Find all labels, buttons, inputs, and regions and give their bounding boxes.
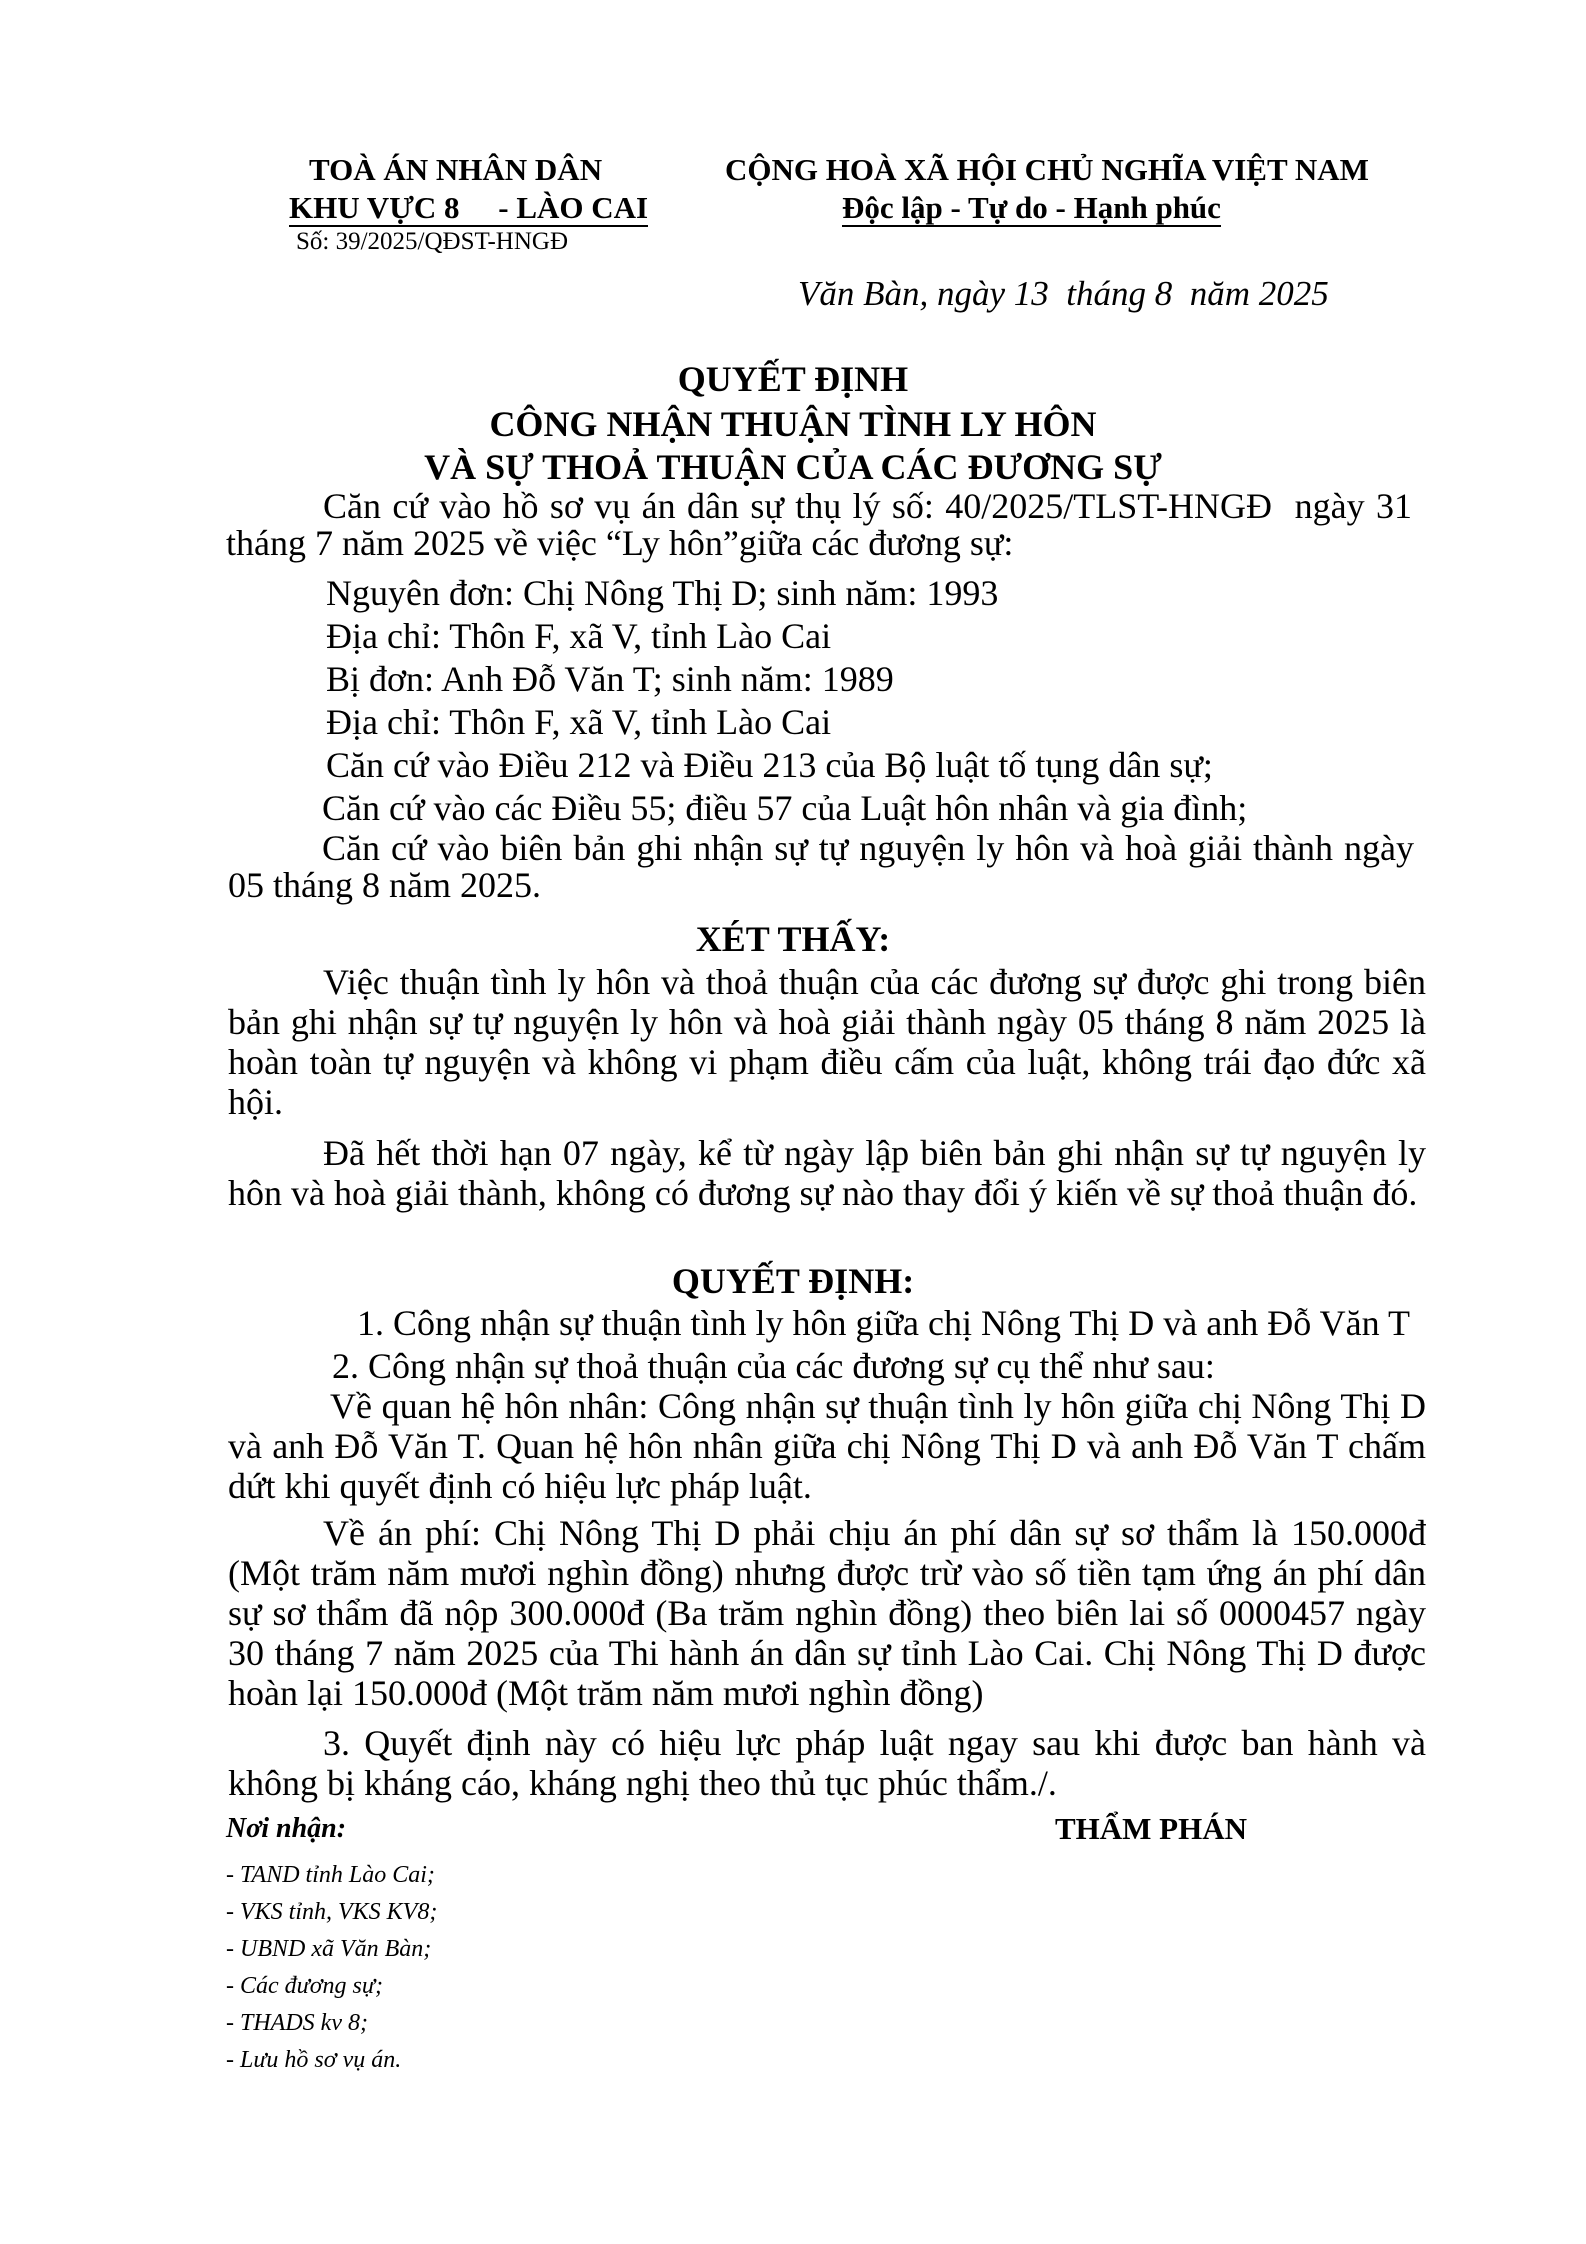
recipient-item: - Lưu hồ sơ vụ án.	[226, 2047, 402, 2073]
nation-motto-text: Độc lập - Tự do - Hạnh phúc	[842, 190, 1221, 225]
recipient-item: - Các đương sự;	[226, 1973, 383, 1999]
decision-number: Số: 39/2025/QĐST-HNGĐ	[296, 228, 569, 255]
decision-item-3: 3. Quyết định này có hiệu lực pháp luật ngay sau khi được ban hành và không bị kháng cáo, kháng nghị theo thủ tục phúc thẩm./.	[228, 1723, 1426, 1803]
law-basis-2: Căn cứ vào các Điều 55; điều 57 của Luật hôn nhân và gia đình;	[322, 788, 1248, 828]
marriage-paragraph: Về quan hệ hôn nhân: Công nhận sự thuận tình ly hôn giữa chị Nông Thị D và anh Đỗ Văn T. Quan hệ hôn nhân giữa chị Nông Thị D và anh Đỗ Văn T chấm dứt khi quyết định có hiệu lực pháp luật.	[228, 1386, 1426, 1506]
recipient-item: - THADS kv 8;	[226, 2010, 368, 2036]
findings-paragraph-2: Đã hết thời hạn 07 ngày, kể từ ngày lập biên bản ghi nhận sự tự nguyện ly hôn và hoà giải thành, không có đương sự nào thay đổi ý kiến về sự thoả thuận đó.	[228, 1133, 1426, 1213]
recipient-item: - UBND xã Văn Bàn;	[226, 1936, 432, 1962]
record-basis: Căn cứ vào biên bản ghi nhận sự tự nguyện ly hôn và hoà giải thành ngày 05 tháng 8 năm 2025.	[228, 828, 1414, 905]
nation-title: CỘNG HOÀ XÃ HỘI CHỦ NGHĨA VIỆT NAM	[725, 152, 1369, 187]
basis-paragraph: Căn cứ vào hồ sơ vụ án dân sự thụ lý số: 40/2025/TLST-HNGĐ ngày 31 tháng 7 năm 2025 về việc “Ly hôn”giữa các đương sự:	[226, 486, 1421, 563]
law-basis-1: Căn cứ vào Điều 212 và Điều 213 của Bộ luật tố tụng dân sự;	[326, 745, 1213, 785]
plaintiff-address: Địa chỉ: Thôn F, xã V, tỉnh Lào Cai	[326, 616, 832, 656]
decision-item-1: 1. Công nhận sự thuận tình ly hôn giữa chị Nông Thị D và anh Đỗ Văn T	[357, 1303, 1410, 1343]
defendant-address: Địa chỉ: Thôn F, xã V, tỉnh Lào Cai	[326, 702, 832, 742]
plaintiff-line: Nguyên đơn: Chị Nông Thị D; sinh năm: 1993	[326, 573, 999, 613]
signer-title: THẨM PHÁN	[1055, 1811, 1248, 1846]
decision-item-2: 2. Công nhận sự thoả thuận của các đương sự cụ thể như sau:	[332, 1346, 1215, 1386]
title-line2: CÔNG NHẬN THUẬN TÌNH LY HÔN	[489, 404, 1097, 444]
decision-heading: QUYẾT ĐỊNH:	[671, 1261, 915, 1301]
recipient-item: - VKS tỉnh, VKS KV8;	[226, 1899, 438, 1925]
findings-paragraph-1: Việc thuận tình ly hôn và thoả thuận của các đương sự được ghi trong biên bản ghi nhận sự tự nguyện ly hôn và hoà giải thành ngày 05 tháng 8 năm 2025 là hoàn toàn tự nguyện và không vi phạm điều cấm của luật, không trái đạo đức xã hội.	[228, 962, 1426, 1122]
defendant-line: Bị đơn: Anh Đỗ Văn T; sinh năm: 1989	[326, 659, 894, 699]
recipient-item: - TAND tỉnh Lào Cai;	[226, 1862, 435, 1888]
recipients-label: Nơi nhận:	[226, 1813, 347, 1844]
findings-heading: XÉT THẤY:	[695, 919, 891, 959]
place-date: Văn Bàn, ngày 13 tháng 8 năm 2025	[798, 274, 1329, 313]
title-line1: QUYẾT ĐỊNH	[677, 359, 909, 399]
court-region-text: KHU VỰC 8 - LÀO CAI	[289, 190, 649, 225]
fee-paragraph: Về án phí: Chị Nông Thị D phải chịu án phí dân sự sơ thẩm là 150.000đ (Một trăm năm mươi nghìn đồng) nhưng được trừ vào số tiền tạm ứng án phí dân sự sơ thẩm đã nộp 300.000đ (Ba trăm nghìn đồng) theo biên lai số 0000457 ngày 30 tháng 7 năm 2025 của Thi hành án dân sự tỉnh Lào Cai. Chị Nông Thị D được hoàn lại 150.000đ (Một trăm năm mươi nghìn đồng)	[228, 1513, 1426, 1713]
court-region	[289, 190, 648, 226]
title-line3: VÀ SỰ THOẢ THUẬN CỦA CÁC ĐƯƠNG SỰ	[424, 447, 1162, 487]
nation-motto	[842, 190, 1221, 226]
court-name: TOÀ ÁN NHÂN DÂN	[309, 152, 603, 187]
